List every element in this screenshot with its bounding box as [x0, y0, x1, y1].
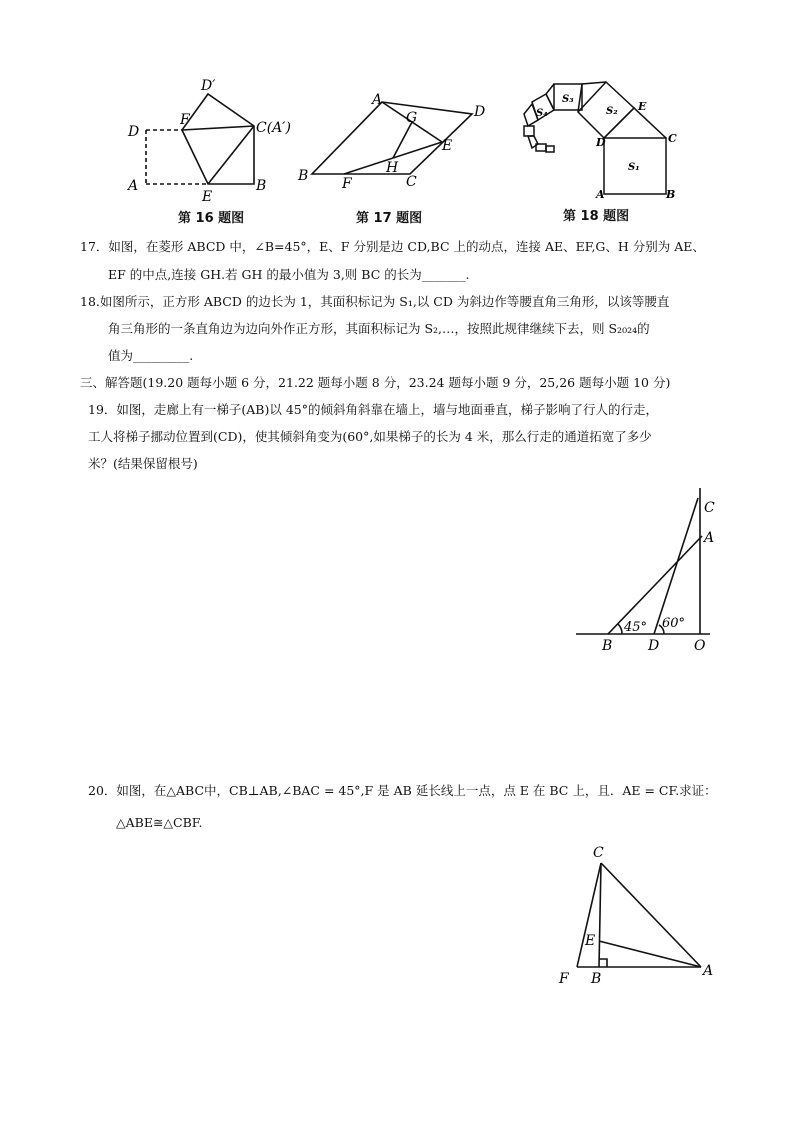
- fig17-label-a: A: [372, 92, 383, 108]
- fig20-label-a: A: [703, 963, 714, 979]
- q20-line1: 20．如图，在△ABC中，CB⊥AB,∠BAC = 45°,F 是 AB 延长线上一点，点 E 在 BC 上，且．AE = CF.求证：: [88, 783, 717, 798]
- fig16-label-c: C(A′): [256, 120, 291, 136]
- q19-line3: 米？(结果保留根号): [88, 456, 198, 471]
- fig19-label-d: D: [648, 638, 660, 654]
- figure-18: [510, 78, 700, 202]
- figure-20: [555, 843, 725, 989]
- q17-line2: EF 的中点,连接 GH.若 GH 的最小值为 3,则 BC 的长为_______.: [108, 267, 470, 282]
- section-3-header: 三、解答题(19.20 题每小题 6 分，21.22 题每小题 8 分，23.24 题每小题 9 分，25,26 题每小题 10 分): [80, 375, 671, 390]
- fig16-label-b: B: [256, 178, 267, 194]
- fig20-right-angle-mark: [599, 959, 607, 967]
- fig16-caption: 第 16 题图: [178, 211, 245, 226]
- fig17-label-f: F: [342, 176, 352, 192]
- fig18-label-s2: S₂: [606, 106, 618, 117]
- fig20-ca: [601, 863, 701, 967]
- fig19-label-o: O: [694, 638, 706, 654]
- figure-17: [296, 88, 496, 198]
- fig18-label-s1: S₁: [628, 162, 640, 173]
- fig17-label-g: G: [406, 110, 418, 126]
- fig17-caption: 第 17 题图: [356, 211, 423, 226]
- fig19-ladder-ab: [608, 536, 702, 634]
- fig16-label-a: A: [128, 178, 139, 194]
- q18-line2: 角三角形的一条直角边为边向外作正方形，其面积标记为 S₂,…，按照此规律继续下去，则 S₂₀₂₄的: [108, 321, 650, 336]
- q17-line1: 17．如图，在菱形 ABCD 中，∠B=45°，E、F 分别是边 CD,BC 上的动点，连接 AE、EF,G、H 分别为 AE、: [80, 239, 705, 254]
- fig20-bc: [599, 863, 601, 967]
- fig20-label-c: C: [593, 845, 604, 861]
- fig20-label-f: F: [559, 971, 569, 987]
- q20-line2: △ABE≅△CBF.: [116, 815, 203, 830]
- fig17-label-h: H: [386, 160, 399, 176]
- fig19-ladder-cd: [654, 498, 698, 634]
- fig18-label-s4: S₄: [536, 108, 548, 119]
- figure-16: [120, 74, 300, 204]
- fig20-ea: [599, 941, 701, 967]
- fig17-label-c: C: [406, 174, 417, 190]
- fig19-label-a: A: [704, 530, 715, 546]
- fig18-caption: 第 18 题图: [563, 209, 630, 224]
- q18-line3: 值为_________.: [108, 348, 194, 363]
- fig19-label-angle45: 45°: [624, 620, 648, 635]
- fig20-label-b: B: [591, 971, 602, 987]
- fig17-label-d: D: [474, 104, 486, 120]
- fig18-square-9: [546, 146, 554, 152]
- q19-line1: 19．如图，走廊上有一梯子(AB)以 45°的倾斜角斜靠在墙上，墙与地面垂直，梯子影响了行人的行走，: [88, 402, 659, 417]
- fig20-label-e: E: [585, 933, 596, 949]
- fig17-label-b: B: [298, 168, 309, 184]
- fig19-angle-arc-45: [618, 624, 622, 634]
- fig18-label-s3: S₃: [562, 94, 574, 105]
- fig18-label-a: A: [596, 188, 605, 201]
- fig16-label-dprime: D′: [201, 78, 216, 94]
- fig18-label-c: C: [668, 132, 677, 145]
- fig18-label-e: E: [638, 100, 647, 113]
- fig18-label-d: D: [596, 136, 606, 149]
- fig16-label-d: D: [128, 124, 140, 140]
- fig16-fc: [182, 126, 254, 130]
- fig16-label-e: E: [202, 189, 213, 204]
- q18-line1: 18.如图所示，正方形 ABCD 的边长为 1，其面积标记为 S₁,以 CD 为斜边作等腰直角三角形，以该等腰直: [80, 294, 670, 309]
- fig17-label-e: E: [442, 138, 453, 154]
- figure-19: [570, 484, 730, 658]
- q19-line2: 工人将梯子挪动位置到(CD)，使其倾斜角变为(60°,如果梯子的长为 4 米，那么行走的通道拓宽了多少: [88, 429, 652, 444]
- fig19-label-b: B: [602, 638, 613, 654]
- fig20-fc: [577, 863, 601, 967]
- fig16-ec: [208, 126, 254, 184]
- fig19-label-c: C: [704, 500, 715, 516]
- fig16-label-f: F: [180, 112, 190, 128]
- fig18-label-b: B: [666, 188, 676, 201]
- fig19-label-angle60: 60°: [662, 616, 686, 631]
- fig18-square-6: [524, 126, 534, 136]
